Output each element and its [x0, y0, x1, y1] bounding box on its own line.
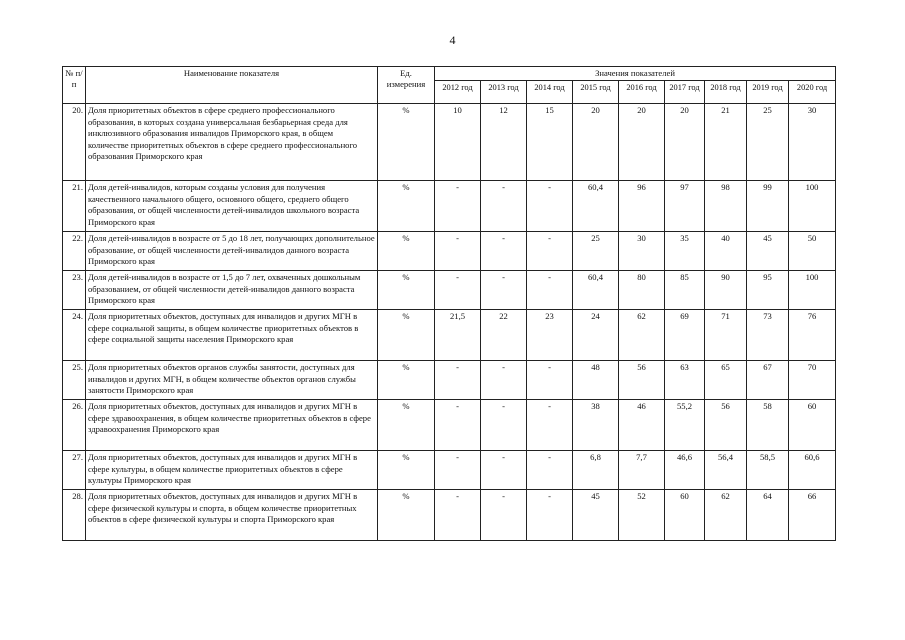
- header-values-group: Значения показателей: [435, 67, 836, 81]
- value-cell: 96: [619, 181, 665, 232]
- header-num: № п/п: [63, 67, 86, 104]
- value-cell: 22: [481, 310, 527, 361]
- indicator-name: Доля детей-инвалидов в возрасте от 5 до 18 лет, получающих дополнительное образование, от общей численности детей-инвалидов данного возраста Приморского края: [86, 232, 378, 271]
- value-cell: 38: [573, 400, 619, 451]
- value-cell: 90: [705, 271, 747, 310]
- table-body: [63, 104, 836, 541]
- value-cell: 97: [665, 181, 705, 232]
- value-cell: 60,4: [573, 271, 619, 310]
- value-cell: 66: [789, 490, 836, 541]
- value-cell: 50: [789, 232, 836, 271]
- value-cell: -: [481, 451, 527, 490]
- unit-cell: %: [378, 490, 435, 541]
- value-cell: -: [481, 400, 527, 451]
- value-cell: -: [527, 400, 573, 451]
- value-cell: 55,2: [665, 400, 705, 451]
- unit-cell: %: [378, 271, 435, 310]
- header-year: 2018 год: [705, 81, 747, 104]
- table-row: [63, 490, 836, 541]
- header-year: 2020 год: [789, 81, 836, 104]
- value-cell: -: [527, 181, 573, 232]
- value-cell: 25: [573, 232, 619, 271]
- value-cell: 56: [705, 400, 747, 451]
- unit-cell: %: [378, 451, 435, 490]
- value-cell: 46: [619, 400, 665, 451]
- value-cell: -: [435, 451, 481, 490]
- value-cell: -: [527, 451, 573, 490]
- value-cell: -: [527, 490, 573, 541]
- value-cell: 98: [705, 181, 747, 232]
- value-cell: 71: [705, 310, 747, 361]
- value-cell: 24: [573, 310, 619, 361]
- table-row: [63, 271, 836, 310]
- value-cell: 60: [665, 490, 705, 541]
- value-cell: 48: [573, 361, 619, 400]
- value-cell: 7,7: [619, 451, 665, 490]
- value-cell: 64: [747, 490, 789, 541]
- page-number: 4: [449, 33, 456, 47]
- indicator-name: Доля детей-инвалидов в возрасте от 1,5 до 7 лет, охваченных дошкольным образованием, от общей численности детей-инвалидов данного возраста Приморского края: [86, 271, 378, 310]
- value-cell: 67: [747, 361, 789, 400]
- value-cell: 76: [789, 310, 836, 361]
- header-year: 2015 год: [573, 81, 619, 104]
- unit-cell: %: [378, 361, 435, 400]
- value-cell: 73: [747, 310, 789, 361]
- value-cell: 21: [705, 104, 747, 181]
- value-cell: -: [481, 181, 527, 232]
- value-cell: 46,6: [665, 451, 705, 490]
- unit-cell: %: [378, 310, 435, 361]
- value-cell: -: [435, 232, 481, 271]
- value-cell: -: [527, 232, 573, 271]
- value-cell: 15: [527, 104, 573, 181]
- row-number: 23.: [63, 271, 86, 310]
- row-number: 28.: [63, 490, 86, 541]
- value-cell: 12: [481, 104, 527, 181]
- value-cell: 58: [747, 400, 789, 451]
- value-cell: 45: [747, 232, 789, 271]
- value-cell: 80: [619, 271, 665, 310]
- value-cell: 65: [705, 361, 747, 400]
- header-year: 2019 год: [747, 81, 789, 104]
- table-row: [63, 451, 836, 490]
- value-cell: -: [481, 490, 527, 541]
- value-cell: 100: [789, 181, 836, 232]
- value-cell: 56: [619, 361, 665, 400]
- unit-cell: %: [378, 400, 435, 451]
- row-number: 26.: [63, 400, 86, 451]
- value-cell: -: [435, 490, 481, 541]
- header-year: 2016 год: [619, 81, 665, 104]
- indicator-name: Доля приоритетных объектов, доступных для инвалидов и других МГН в сфере здравоохранения, в общем количестве приоритетных объектов в сфере здравоохранения Приморского края: [86, 400, 378, 451]
- value-cell: 62: [619, 310, 665, 361]
- table-row: [63, 232, 836, 271]
- value-cell: 25: [747, 104, 789, 181]
- value-cell: 35: [665, 232, 705, 271]
- indicator-name: Доля детей-инвалидов, которым созданы условия для получения качественного начального общего, основного общего, среднего общего образования, от общей численности детей-инвалидов школьного возраста Приморского края: [86, 181, 378, 232]
- value-cell: 10: [435, 104, 481, 181]
- value-cell: 21,5: [435, 310, 481, 361]
- indicator-name: Доля приоритетных объектов, доступных для инвалидов и других МГН в сфере социальной защиты, в общем количестве приоритетных объектов в сфере социальной защиты населения Приморского края: [86, 310, 378, 361]
- row-number: 22.: [63, 232, 86, 271]
- indicators-table: [62, 66, 836, 541]
- value-cell: 60,4: [573, 181, 619, 232]
- header-year: 2013 год: [481, 81, 527, 104]
- row-number: 24.: [63, 310, 86, 361]
- value-cell: 70: [789, 361, 836, 400]
- value-cell: 60,6: [789, 451, 836, 490]
- row-number: 20.: [63, 104, 86, 181]
- indicator-name: Доля приоритетных объектов органов службы занятости, доступных для инвалидов и других МГН, в общем количестве объектов органов службы занятости Приморского края: [86, 361, 378, 400]
- value-cell: 52: [619, 490, 665, 541]
- unit-cell: %: [378, 181, 435, 232]
- indicator-name: Доля приоритетных объектов, доступных для инвалидов и других МГН в сфере культуры, в общем количестве приоритетных объектов в сфере культуры Приморского края: [86, 451, 378, 490]
- unit-cell: %: [378, 232, 435, 271]
- header-year: 2017 год: [665, 81, 705, 104]
- row-number: 27.: [63, 451, 86, 490]
- value-cell: 63: [665, 361, 705, 400]
- value-cell: -: [435, 271, 481, 310]
- value-cell: 45: [573, 490, 619, 541]
- header-year: 2012 год: [435, 81, 481, 104]
- table-row: [63, 310, 836, 361]
- indicator-name: Доля приоритетных объектов в сфере среднего профессионального образования, в которых создана универсальная безбарьерная среда для инклюзивного образования инвалидов Приморского края, в общем количестве приоритетных объектов в сфере среднего профессионального образования Приморского края: [86, 104, 378, 181]
- header-unit: Ед. измерения: [378, 67, 435, 104]
- value-cell: -: [481, 361, 527, 400]
- table-row: [63, 400, 836, 451]
- header-row-top: [63, 67, 836, 81]
- value-cell: 20: [573, 104, 619, 181]
- value-cell: 23: [527, 310, 573, 361]
- value-cell: 69: [665, 310, 705, 361]
- value-cell: 20: [619, 104, 665, 181]
- indicator-name: Доля приоритетных объектов, доступных для инвалидов и других МГН в сфере физической культуры и спорта, в общем количестве приоритетных объектов в сфере физической культуры и спорта Приморского края: [86, 490, 378, 541]
- value-cell: 62: [705, 490, 747, 541]
- value-cell: 56,4: [705, 451, 747, 490]
- row-number: 25.: [63, 361, 86, 400]
- value-cell: -: [527, 361, 573, 400]
- value-cell: -: [435, 361, 481, 400]
- value-cell: 20: [665, 104, 705, 181]
- value-cell: 85: [665, 271, 705, 310]
- value-cell: 40: [705, 232, 747, 271]
- value-cell: 58,5: [747, 451, 789, 490]
- value-cell: 95: [747, 271, 789, 310]
- unit-cell: %: [378, 104, 435, 181]
- table-row: [63, 104, 836, 181]
- value-cell: 60: [789, 400, 836, 451]
- value-cell: -: [435, 400, 481, 451]
- value-cell: 30: [789, 104, 836, 181]
- value-cell: 30: [619, 232, 665, 271]
- value-cell: 6,8: [573, 451, 619, 490]
- value-cell: -: [435, 181, 481, 232]
- value-cell: -: [527, 271, 573, 310]
- value-cell: 99: [747, 181, 789, 232]
- header-year: 2014 год: [527, 81, 573, 104]
- table-row: [63, 361, 836, 400]
- value-cell: -: [481, 232, 527, 271]
- value-cell: 100: [789, 271, 836, 310]
- table-row: [63, 181, 836, 232]
- row-number: 21.: [63, 181, 86, 232]
- header-name: Наименование показателя: [86, 67, 378, 104]
- value-cell: -: [481, 271, 527, 310]
